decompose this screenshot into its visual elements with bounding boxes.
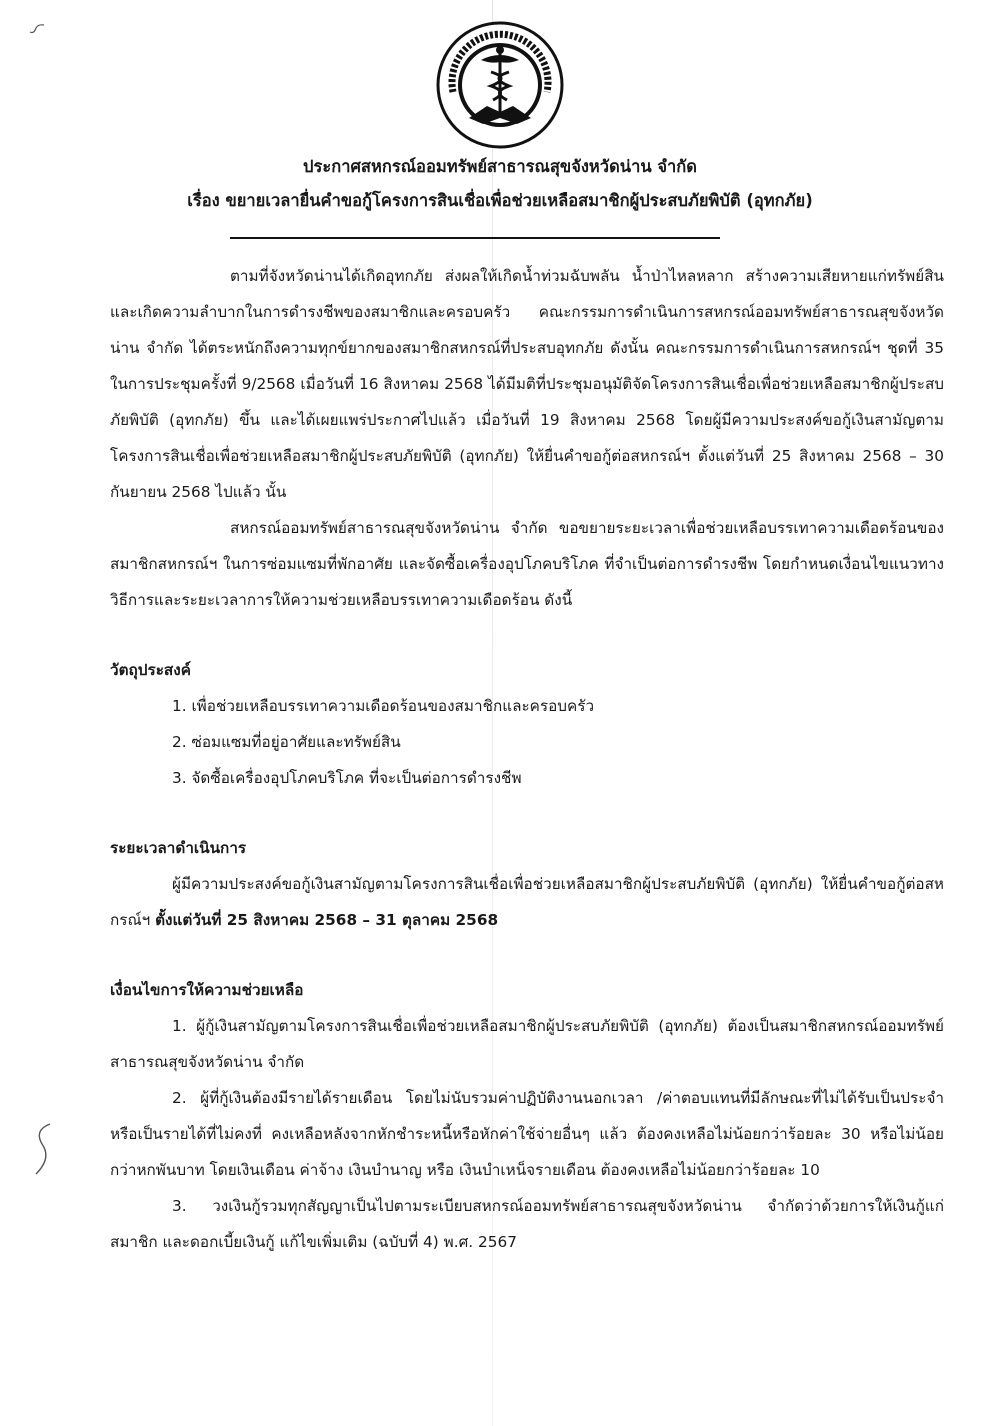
title-line-1: ประกาศสหกรณ์ออมทรัพย์สาธารณสุขจังหวัดน่าน จำกัด	[303, 157, 697, 176]
spacer	[110, 938, 944, 972]
condition-item-3: 3. วงเงินกู้รวมทุกสัญญาเป็นไปตามระเบียบสหกรณ์ออมทรัพย์สาธารณสุขจังหวัดน่าน จำกัดว่าด้วยการให้เงินกู้แก่สมาชิก และดอกเบี้ยเงินกู้ แก้ไขเพิ่มเติม (ฉบับที่ 4) พ.ศ. 2567	[110, 1197, 944, 1251]
title-line-2: เรื่อง ขยายเวลายื่นคำขอกู้โครงการสินเชื่อเพื่อช่วยเหลือสมาชิกผู้ประสบภัยพิบัติ (อุทกภัย)	[187, 191, 813, 210]
period-text-normal: ผู้มีความประสงค์ขอกู้เงินสามัญตามโครงการสินเชื่อเพื่อช่วยเหลือสมาชิกผู้ประสบภัยพิบัติ (อุทกภัย) ให้ยื่นคำขอกู้ต่อสหกรณ์ฯ	[110, 875, 944, 929]
objective-item-1: 1. เพื่อช่วยเหลือบรรเทาความเดือดร้อนของสมาชิกและครอบครัว	[172, 697, 595, 715]
conditions-heading: เงื่อนไขการให้ความช่วยเหลือ	[110, 981, 304, 999]
objective-item-2: 2. ซ่อมแซมที่อยู่อาศัยและทรัพย์สิน	[172, 733, 401, 751]
intro-paragraph-2: สหกรณ์ออมทรัพย์สาธารณสุขจังหวัดน่าน จำกัด ขอขยายระยะเวลาเพื่อช่วยเหลือบรรเทาความเดือดร้อนของสมาชิกสหกรณ์ฯ ในการซ่อมแซมที่พักอาศัย และจัดซื้อเครื่องอุปโภคบริโภค ที่จำเป็นต่อการดำรงชีพ โดยกำหนดเงื่อนไขแนวทางวิธีการและระยะเวลาการให้ความช่วยเหลือบรรเทาความเดือดร้อน ดังนี้	[110, 519, 944, 609]
objectives-heading: วัตถุประสงค์	[110, 661, 191, 679]
spacer	[110, 618, 944, 652]
intro-paragraph-1: ตามที่จังหวัดน่านได้เกิดอุทกภัย ส่งผลให้เกิดน้ำท่วมฉับพลัน น้ำป่าไหลหลาก สร้างความเสียหายแก่ทรัพย์สินและเกิดความลำบากในการดำรงชีพของสมาชิกและครอบครัว คณะกรรมการดำเนินการสหกรณ์ออมทรัพย์สาธารณสุขจังหวัดน่าน จำกัด ได้ตระหนักถึงความทุกข์ยากของสมาชิกสหกรณ์ที่ประสบอุทกภัย ดังนั้น คณะกรรมการดำเนินการสหกรณ์ฯ ชุดที่ 35 ในการประชุมครั้งที่ 9/2568 เมื่อวันที่ 16 สิงหาคม 2568 ได้มีมติที่ประชุมอนุมัติจัดโครงการสินเชื่อเพื่อช่วยเหลือสมาชิกผู้ประสบภัยพิบัติ (อุทกภัย) ขึ้น และได้เผยแพร่ประกาศไปแล้ว เมื่อวันที่ 19 สิงหาคม 2568 โดยผู้มีความประสงค์ขอกู้เงินสามัญตามโครงการสินเชื่อเพื่อช่วยเหลือสมาชิกผู้ประสบภัยพิบัติ (อุทกภัย) ให้ยื่นคำขอกู้ต่อสหกรณ์ฯ ตั้งแต่วันที่ 25 สิงหาคม 2568 – 30 กันยายน 2568 ไปแล้ว นั้น	[110, 267, 944, 501]
announcement-title	[100, 150, 900, 218]
title-underline	[230, 237, 720, 239]
condition-item-1: 1. ผู้กู้เงินสามัญตามโครงการสินเชื่อเพื่อช่วยเหลือสมาชิกผู้ประสบภัยพิบัติ (อุทกภัย) ต้องเป็นสมาชิกสหกรณ์ออมทรัพย์สาธารณสุขจังหวัดน่าน จำกัด	[110, 1017, 944, 1071]
pen-tick-mark	[28, 22, 46, 38]
objectives-list	[110, 688, 944, 796]
spacer	[110, 796, 944, 830]
pen-margin-mark	[30, 1120, 56, 1178]
period-heading: ระยะเวลาดำเนินการ	[110, 839, 247, 857]
period-dates: ตั้งแต่วันที่ 25 สิงหาคม 2568 – 31 ตุลาคม 2568	[155, 911, 499, 929]
period-text	[110, 866, 944, 938]
announcement-body	[110, 258, 944, 1260]
objective-item-3: 3. จัดซื้อเครื่องอุปโภคบริโภค ที่จะเป็นต่อการดำรงชีพ	[172, 769, 522, 787]
cooperative-seal-icon	[421, 20, 579, 150]
condition-item-2: 2. ผู้ที่กู้เงินต้องมีรายได้รายเดือน โดยไม่นับรวมค่าปฏิบัติงานนอกเวลา /ค่าตอบแทนที่มีลักษณะที่ไม่ได้รับเป็นประจำ หรือเป็นรายได้ที่ไม่คงที่ คงเหลือหลังจากหักชำระหนี้หรือหักค่าใช้จ่ายอื่นๆ แล้ว ต้องคงเหลือไม่น้อยกว่าร้อยละ 30 หรือไม่น้อยกว่าหกพันบาท โดยเงินเดือน ค่าจ้าง เงินบำนาญ หรือ เงินบำเหน็จรายเดือน ต้องคงเหลือไม่น้อยกว่าร้อยละ 10	[110, 1089, 944, 1179]
